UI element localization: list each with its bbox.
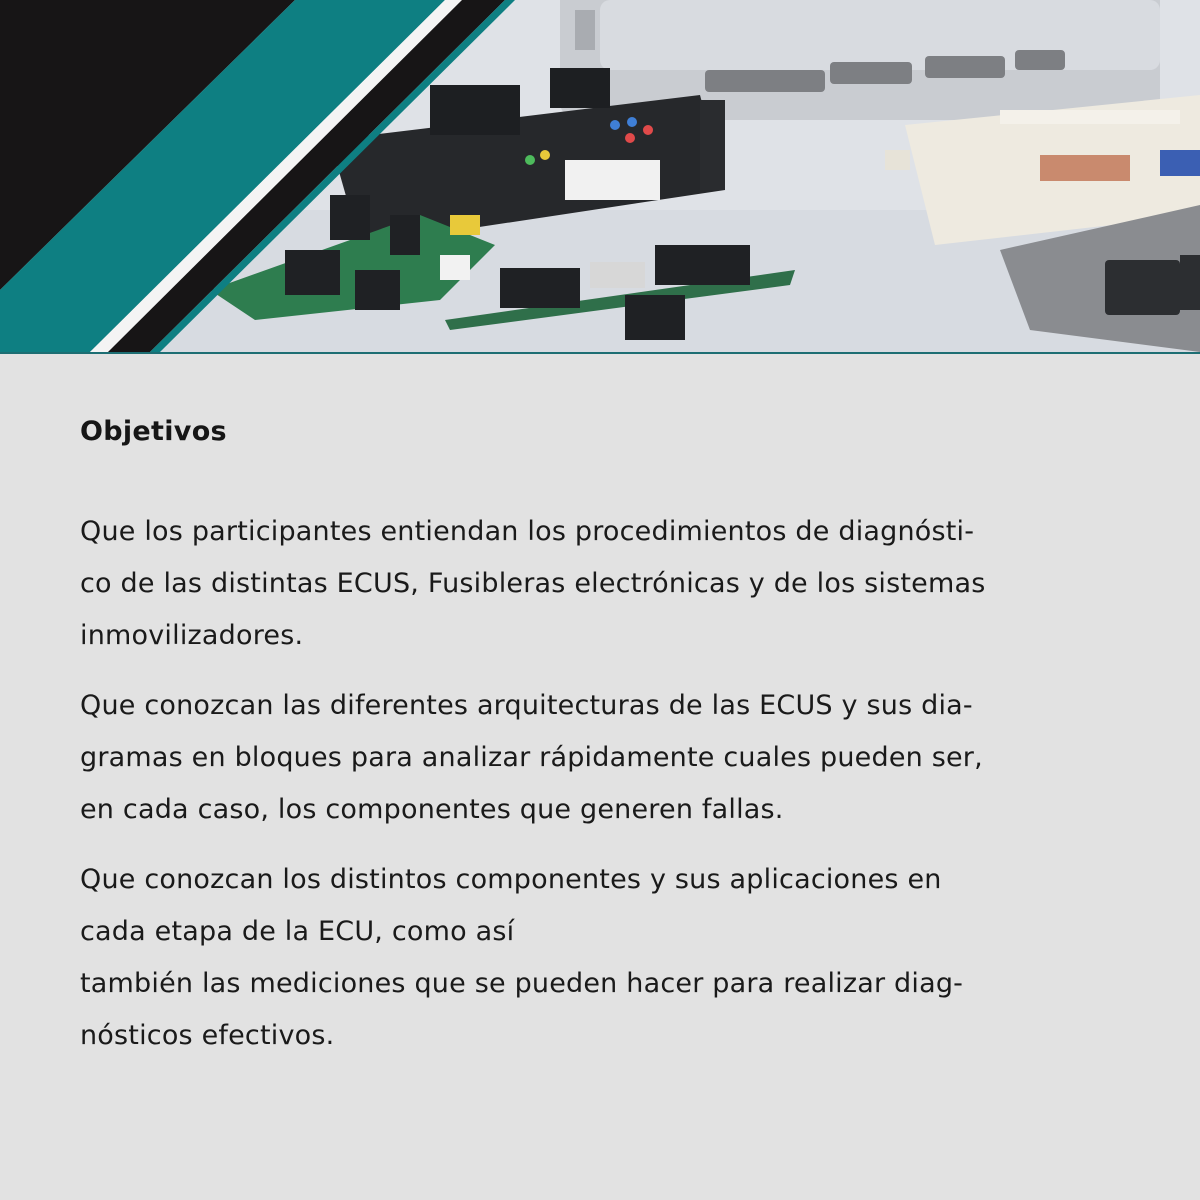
paragraph-line: en cada caso, los componentes que generen fallas. <box>80 794 784 825</box>
paragraph-line: Que conozcan las diferentes arquitecturas de las ECUS y sus dia- <box>80 690 973 721</box>
objective-paragraph-1 <box>80 506 1120 662</box>
paragraph-line: gramas en bloques para analizar rápidamente cuales pueden ser, <box>80 742 983 773</box>
objective-paragraph-3 <box>80 854 1120 1062</box>
header-banner <box>0 0 1200 354</box>
objectives-heading: Objetivos <box>80 416 227 447</box>
paragraph-line: Que los participantes entiendan los procedimientos de diagnósti- <box>80 516 975 547</box>
paragraph-line: Que conozcan los distintos componentes y sus aplicaciones en <box>80 864 942 895</box>
paragraph-line: cada etapa de la ECU, como así <box>80 916 515 947</box>
objectives-section <box>80 410 1120 1080</box>
objective-paragraph-2 <box>80 680 1120 836</box>
paragraph-line: inmovilizadores. <box>80 620 304 651</box>
paragraph-line: co de las distintas ECUS, Fusibleras electrónicas y de los sistemas <box>80 568 986 599</box>
paragraph-line: también las mediciones que se pueden hacer para realizar diag- <box>80 968 964 999</box>
ecu-workbench-photo <box>0 0 1200 352</box>
paragraph-line: nósticos efectivos. <box>80 1020 335 1051</box>
